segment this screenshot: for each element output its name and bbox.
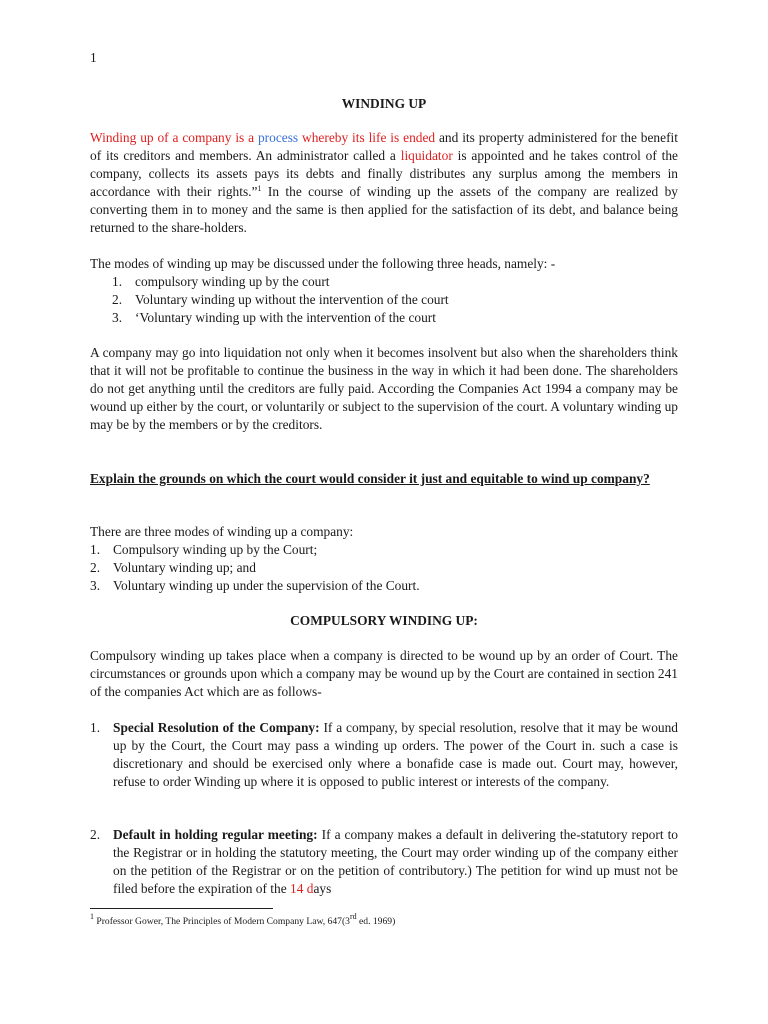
list-item bbox=[90, 541, 678, 559]
page-number: 1 bbox=[90, 50, 97, 65]
intro-text: and its property administered for the benefit of its creditors and members. An administrator called a bbox=[90, 130, 678, 163]
intro-text-3: In the course of winding up the assets of the company are realized by converting them in to money and the same is then applied for the satisfaction of its debt, and balance being returned to the share-holders. bbox=[90, 183, 678, 235]
footnote-reference[interactable]: 1 bbox=[257, 183, 262, 193]
ground-item-2 bbox=[90, 826, 678, 898]
ground-item-1 bbox=[90, 719, 678, 791]
three-modes-intro: There are three modes of winding up a company: bbox=[90, 524, 354, 539]
list-item bbox=[90, 559, 678, 577]
ground-heading: Special Resolution of the Company: bbox=[113, 720, 320, 735]
ground-body bbox=[113, 826, 678, 898]
days-tail-text: ays bbox=[313, 880, 332, 896]
list-text: compulsory winding up by the court bbox=[135, 274, 330, 289]
list-number: 2. bbox=[90, 559, 101, 575]
footnote-ordinal: rd bbox=[349, 912, 357, 921]
ground-number: 1. bbox=[90, 720, 101, 735]
list-item bbox=[90, 273, 678, 291]
intro-red-text-2: whereby its life is ended bbox=[302, 130, 436, 145]
list-number: 3. bbox=[90, 577, 101, 593]
days-red-text: 14 d bbox=[290, 880, 314, 896]
footnote bbox=[90, 912, 396, 928]
intro-red-text: Winding up of a company is a bbox=[90, 130, 255, 145]
footnote-separator bbox=[90, 908, 273, 909]
list-item bbox=[90, 577, 678, 595]
list-text: ‘Voluntary winding up with the intervention of the court bbox=[135, 309, 436, 325]
footnote-mark: 1 bbox=[90, 912, 94, 921]
ground-number: 2. bbox=[90, 827, 101, 842]
list-text: Voluntary winding up without the intervention of the court bbox=[135, 291, 449, 307]
liquidator-text: liquidator bbox=[400, 147, 453, 163]
liquidation-paragraph: A company may go into liquidation not only when it becomes insolvent but also when the shareholders think that it will not be profitable to continue the business in the way in which it had been done. The shareholders do not get anything until the creditors are fully paid. According the Companies Act 1994 a company may be wound up either by the court, or voluntarily or subject to the supervision of the court. A voluntary winding up may be by the members or by the creditors. bbox=[90, 345, 678, 432]
intro-text-2: is appointed and he takes control of the company, collects its assets pays its debts and finally distributes any surplus among the members in accordance with their rights.” bbox=[90, 147, 678, 199]
compulsory-paragraph: Compulsory winding up takes place when a company is directed to be wound up by an order of Court. The circumstances or grounds upon which a company may be wound up by the Court are contained in section 241 of the companies Act which are as follows- bbox=[90, 648, 678, 699]
list-number: 1. bbox=[90, 542, 101, 557]
list-item bbox=[90, 291, 678, 309]
list-text: Voluntary winding up under the supervision of the Court. bbox=[113, 577, 420, 593]
footnote-text: Professor Gower, The Principles of Modern Company Law, 647(3 bbox=[96, 916, 350, 927]
list-number: 3. bbox=[112, 309, 123, 325]
list-text: Voluntary winding up; and bbox=[113, 559, 256, 575]
ground-text: If a company makes a default in delivering the-statutory report to the Registrar or in holding the statutory meeting, the Court may order winding up of the company either on the petition of the Registrar or on the petition of contributory.) The petition for wind up must not be filed before the expiration of the bbox=[113, 827, 678, 896]
list-item bbox=[90, 309, 678, 327]
process-link[interactable]: process bbox=[257, 130, 299, 145]
ground-heading: Default in holding regular meeting: bbox=[113, 827, 318, 842]
intro-paragraph bbox=[90, 129, 678, 236]
footnote-text-2: ed. 1969) bbox=[356, 916, 396, 927]
modes-list bbox=[90, 273, 678, 327]
section-title: COMPULSORY WINDING UP: bbox=[290, 613, 478, 628]
list-text: Compulsory winding up by the Court; bbox=[113, 542, 318, 557]
ground-body bbox=[113, 719, 678, 791]
ground-text: If a company, by special resolution, resolve that it may be wound up by the Court, the Court may pass a winding up orders. The power of the Court in. such a case is discretionary and should be exercised only where a bonafide case is made out. Court may, however, refuse to order Winding up where it is opposed to public interest or interests of the company. bbox=[113, 720, 678, 789]
question-heading: Explain the grounds on which the court would consider it just and equitable to wind up company? bbox=[90, 471, 650, 486]
document-title: WINDING UP bbox=[341, 96, 427, 111]
modes-intro: The modes of winding up may be discussed under the following three heads, namely: - bbox=[90, 256, 556, 271]
list-number: 2. bbox=[112, 291, 123, 307]
list-number: 1. bbox=[112, 274, 123, 289]
three-modes-list bbox=[90, 541, 678, 595]
